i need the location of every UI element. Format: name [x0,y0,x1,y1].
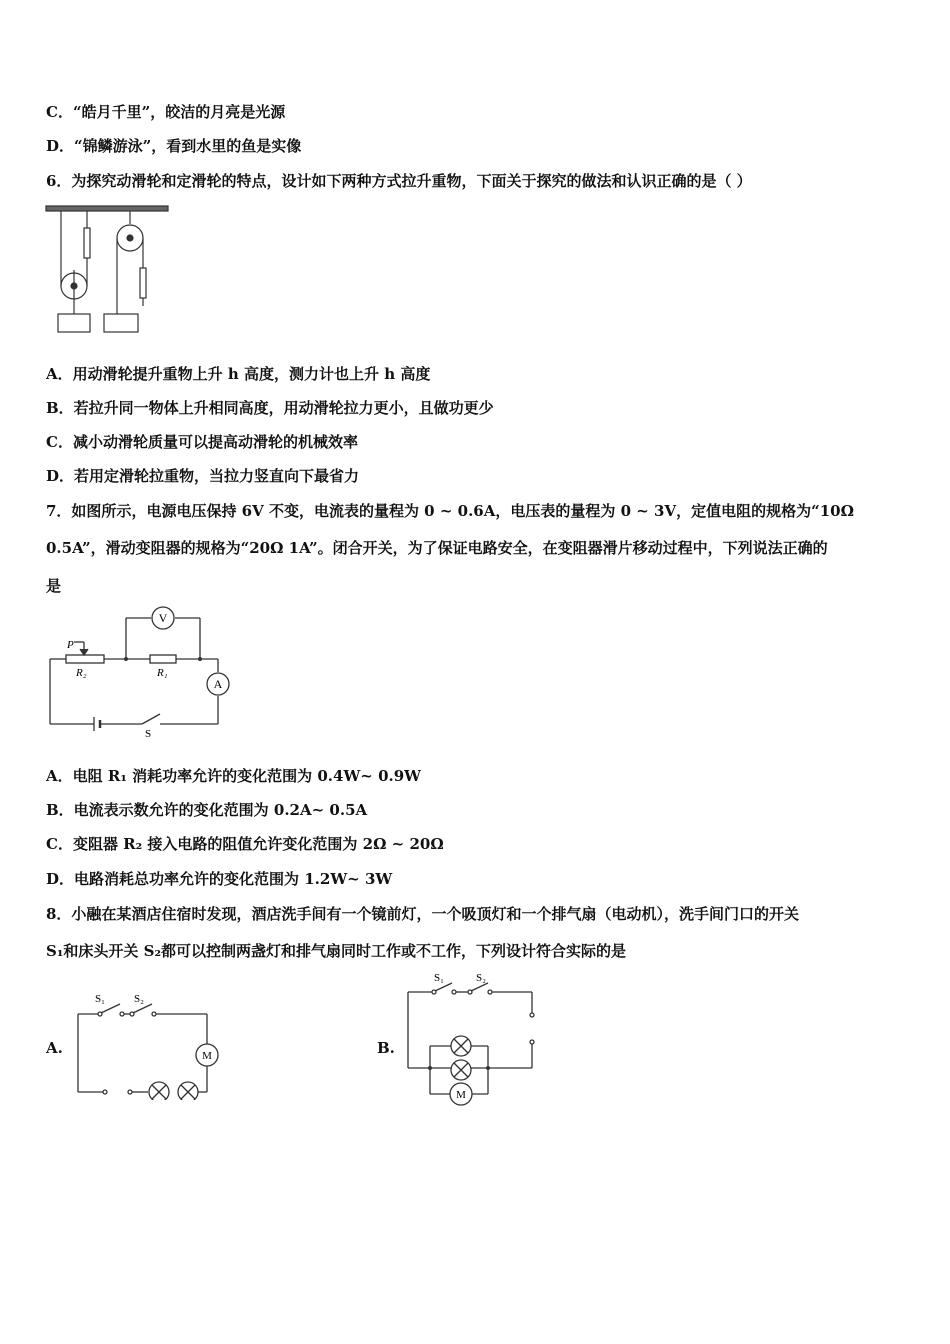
q5-option-c: C．“皓月千里”，皎洁的月亮是光源 [46,103,286,121]
motor-label: M [202,1050,212,1062]
switch-label: S [145,728,152,740]
q5-option-d: D．“锦鳞游泳”，看到水里的鱼是实像 [46,137,302,155]
q7-option-b: B．电流表示数允许的变化范围为 0.2A~ 0.5A [46,801,368,819]
q7-stem-line2: 0.5A”，滑动变阻器的规格为“20Ω 1A”。闭合开关，为了保证电路安全，在变阻器滑片移动过程中，下列说法正确的 [46,539,828,557]
q6-option-d: D．若用定滑轮拉重物，当拉力竖直向下最省力 [46,467,360,485]
q8-circuit-b [404,970,554,1108]
q8-stem-line2: S₁和床头开关 S₂都可以控制两盏灯和排气扇同时工作或不工作，下列设计符合实际的是 [46,942,627,960]
r1-label: R₁ [157,667,168,679]
q6-stem: 6．为探究动滑轮和定滑轮的特点，设计如下两种方式拉升重物，下面关于探究的做法和认识正确的是（ ） [46,172,752,190]
q7-option-c: C．变阻器 R₂ 接入电路的阻值允许变化范围为 2Ω ~ 20Ω [46,835,444,853]
q6-option-a: A．用动滑轮提升重物上升 h 高度，测力计也上升 h 高度 [46,365,431,383]
s2-label: S₂ [134,993,144,1005]
slider-label: P [67,639,74,651]
pulley-diagram [44,204,174,336]
q8-stem-line1: 8．小融在某酒店住宿时发现，酒店洗手间有一个镜前灯，一个吸顶灯和一个排气扇（电动机），洗手间门口的开关 [46,905,799,923]
s1-label: S₁ [434,972,444,984]
q6-option-b: B．若拉升同一物体上升相同高度，用动滑轮拉力更小，且做功更少 [46,399,494,417]
q7-option-a: A．电阻 R₁ 消耗功率允许的变化范围为 0.4W~ 0.9W [46,767,422,785]
q7-stem-line1: 7．如图所示，电源电压保持 6V 不变，电流表的量程为 0 ~ 0.6A，电压表的量程为 0 ~ 3V，定值电阻的规格为“10Ω [46,502,854,520]
q8-option-a-label: A. [46,1039,63,1057]
q8-circuit-a [70,988,220,1100]
motor-label: M [456,1089,466,1101]
ammeter-label: A [213,677,223,691]
q7-stem-line3: 是 [46,577,62,595]
s2-label: S₂ [476,972,486,984]
s1-label: S₁ [95,993,105,1005]
voltmeter-label: V [158,611,168,625]
q6-option-c: C．减小动滑轮质量可以提高动滑轮的机械效率 [46,433,358,451]
q7-circuit-diagram [44,604,240,742]
q8-option-b-label: B. [377,1039,395,1057]
r2-label: R₂ [76,667,87,679]
q7-option-d: D．电路消耗总功率允许的变化范围为 1.2W~ 3W [46,870,393,888]
